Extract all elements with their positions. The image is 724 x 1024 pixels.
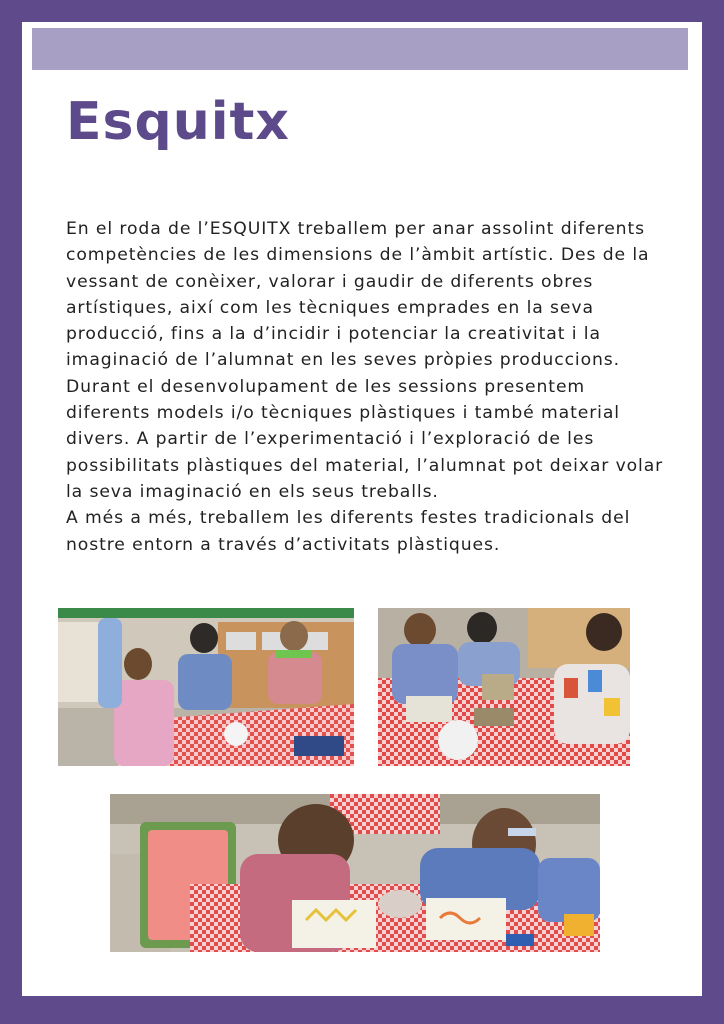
paragraph-3: A més a més, treballem les diferents festes tradicionals del nostre entorn a través d’activitats plàstiques. [66, 508, 631, 555]
paragraph-1: En el roda de l’ESQUITX treballem per anar assolint diferents competències de les dimensions de l’àmbit artístic. Des de la vessant de conèixer, valorar i gaudir de diferents obres artístiques, així com les tècniques emprades en la seva producció, fins a la d’incidir i potenciar la creativitat i la imaginació de l’alumnat en les seves pròpies produccions. [66, 219, 650, 371]
paragraph-2: Durant el desenvolupament de les sessions presentem diferents models i/o tècniques plàstiques i també material divers. A partir de l’experimentació i l’exploració de les possibilitats plàstiques del material, l’alumnat pot deixar volar la seva imaginació en els seus treballs. [66, 376, 664, 502]
page-title: Esquitx [66, 92, 290, 152]
photo-children-painting-1 [58, 608, 354, 766]
photo-children-drawing [110, 794, 600, 952]
header-band [32, 28, 688, 70]
body-text [66, 216, 666, 558]
document-page [22, 22, 702, 996]
photo-children-painting-2 [378, 608, 630, 766]
